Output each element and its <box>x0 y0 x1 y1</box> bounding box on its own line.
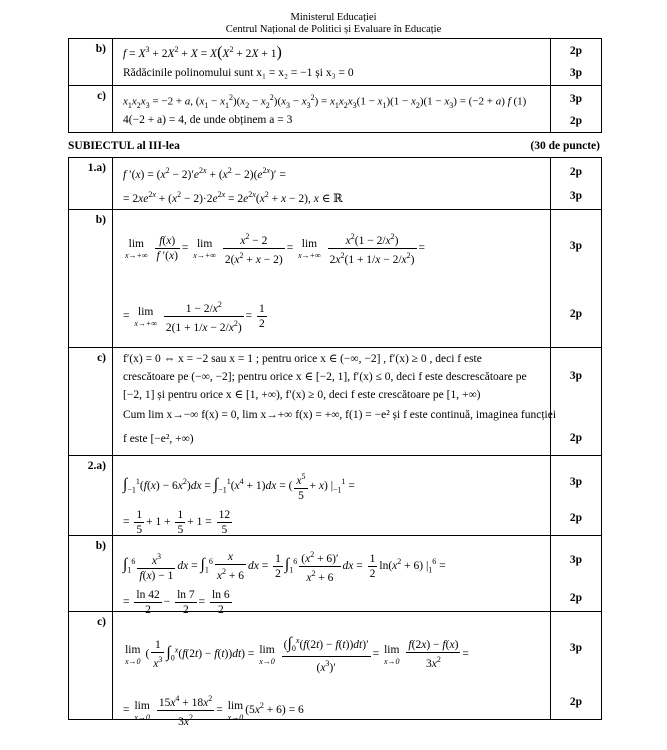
formula-line: $\int_1^6$ $\frac{x^3}{f(x) - 1}$ dx = $\int_1^6$ $\frac{x}{x^2 + 6}$ dx = $\frac{1}{2}$ $\int_1^6$ $\frac{(x^2 + 6)'}{x^2 + 6}$ dx = $\frac{1}{2}$ $\ln(x^2 + 6) |_1^6$ = <box>123 550 446 584</box>
table-row <box>69 209 601 348</box>
points-value: 3p <box>569 370 583 382</box>
table-row <box>69 455 601 536</box>
row-label: b) <box>95 214 106 226</box>
row-label: c) <box>97 616 106 628</box>
formula-line: lim x→0 ( $\frac{1}{x^3}$ $\int_0^x(f(2t) - f(t))dt$) = lim x→0 $\frac{(\int_0^x(f(2t) - f(t))dt)'}{(x^3)'}$ = lim x→0 $\frac{f(2x) - f(x)}{3x^2}$ = <box>125 634 469 674</box>
points-value: 2p <box>569 308 583 320</box>
part-three-table <box>68 157 602 728</box>
formula-line: $f = X^3 + 2X^2 + X = X(X^2 + 2X + 1)$ <box>123 43 282 61</box>
row-label: c) <box>97 352 106 364</box>
formula-line: lim x→+∞ $\frac{f(x)}{f '(x)}$ = lim x→+∞ $\frac{x^2 - 2}{2(x^2 + x - 2)}$ = lim x→+∞ $\frac{x^2(1 - 2/x^2)}{2x^2(1 + 1/x - 2/x^2)}$ = <box>125 232 425 266</box>
formula-line: = $\frac{\ln 42}{2}$ − $\frac{\ln 7}{2}$ = $\frac{\ln 6}{2}$ <box>123 589 230 616</box>
formula-line: [−2, 1] și pentru orice x ∈ [1, +∞), f′(x) ≥ 0, deci f este crescătoare pe [1, +∞) <box>123 389 481 401</box>
points-value: 2p <box>569 115 583 127</box>
formula-line: $\int_{-1}^1(f(x) - 6x^2)dx = \int_{-1}^1(x^4 + 1)dx$ = ( $\frac{x^5}{5}$ + x) $|_{-1}^1$ = <box>123 472 355 502</box>
row-label: b) <box>95 43 106 55</box>
table-row <box>69 85 601 133</box>
formula-line: $x_1x_2x_3 = -2 + a$, $(x_1 - x_1^2)(x_2 - x_2^2)(x_3 - x_3^2) = x_1x_2x_3(1 - x_1)(1 - x_2)(1 - x_3) = (-2 + a)$ f (1) <box>123 93 527 110</box>
points-value: 3p <box>569 476 583 488</box>
section-title: SUBIECTUL al III-lea <box>68 140 180 152</box>
points-value: 3p <box>569 93 583 105</box>
table-row <box>69 611 601 728</box>
points-value: 2p <box>569 45 583 57</box>
formula-line: = lim x→+∞ $\frac{1 - 2/x^2}{2(1 + 1/x - 2/x^2)}$ = $\frac{1}{2}$ <box>123 300 265 334</box>
table-row <box>69 535 601 616</box>
points-value: 2p <box>569 512 583 524</box>
formula-line: f′(x) = 0 ⇔ x = −2 sau x = 1 ; pentru orice x ∈ (−∞, −2] , f′(x) ≥ 0 , deci f este <box>123 353 482 365</box>
center-title: Centrul Național de Politici și Evaluare în Educație <box>225 24 442 35</box>
table-row <box>69 39 601 85</box>
formula-line: Cum lim x→−∞ f(x) = 0, lim x→+∞ f(x) = +∞, f(1) = −e² și f este continuă, imaginea funcției <box>123 409 557 421</box>
points-value: 3p <box>569 642 583 654</box>
table-row <box>69 158 601 209</box>
part-two-table <box>68 38 602 133</box>
points-value: 2p <box>569 432 583 444</box>
section-heading <box>68 140 600 152</box>
points-value: 3p <box>569 240 583 252</box>
points-value: 2p <box>569 592 583 604</box>
formula-line: = $\frac{1}{5}$ + 1 + $\frac{1}{5}$ + 1 = $\frac{12}{5}$ <box>123 509 231 536</box>
points-value: 3p <box>569 554 583 566</box>
points-value: 2p <box>569 166 583 178</box>
formula-line: Rădăcinile polinomului sunt x₁ = x₂ = −1 și x₃ = 0 <box>123 67 354 79</box>
row-label: c) <box>97 90 106 102</box>
points-value: 3p <box>569 190 583 202</box>
row-label: b) <box>95 540 106 552</box>
formula-line: = $2xe^{2x} + (x^2 - 2)\cdot 2e^{2x} = 2e^{2x}(x^2 + x - 2)$, x ∈ ℝ <box>123 190 343 205</box>
formula-line: crescătoare pe (−∞, −2]; pentru orice x ∈ [−2, 1], f′(x) ≤ 0, deci f este descrescătoare pe <box>123 371 527 383</box>
formula-line: 4(−2 + a) = 4, de unde obținem a = 3 <box>123 114 293 126</box>
formula-line: f este [−e², +∞) <box>123 433 194 445</box>
formula-line: f $'(x) = (x^2 - 2)'e^{2x} + (x^2 - 2)(e^{2x})'$ = <box>123 166 286 181</box>
section-total-points: (30 de puncte) <box>530 140 600 152</box>
formula-line: = lim x→0 $\frac{15x^4 + 18x^2}{3x^2}$ = lim x→0 $(5x^2 + 6) = 6$ <box>123 694 304 728</box>
points-value: 3p <box>569 67 583 79</box>
row-label: 2.a) <box>87 460 106 472</box>
ministry-title: Ministerul Educației <box>290 12 377 23</box>
points-value: 2p <box>569 696 583 708</box>
table-row <box>69 347 601 456</box>
row-label: 1.a) <box>87 162 106 174</box>
